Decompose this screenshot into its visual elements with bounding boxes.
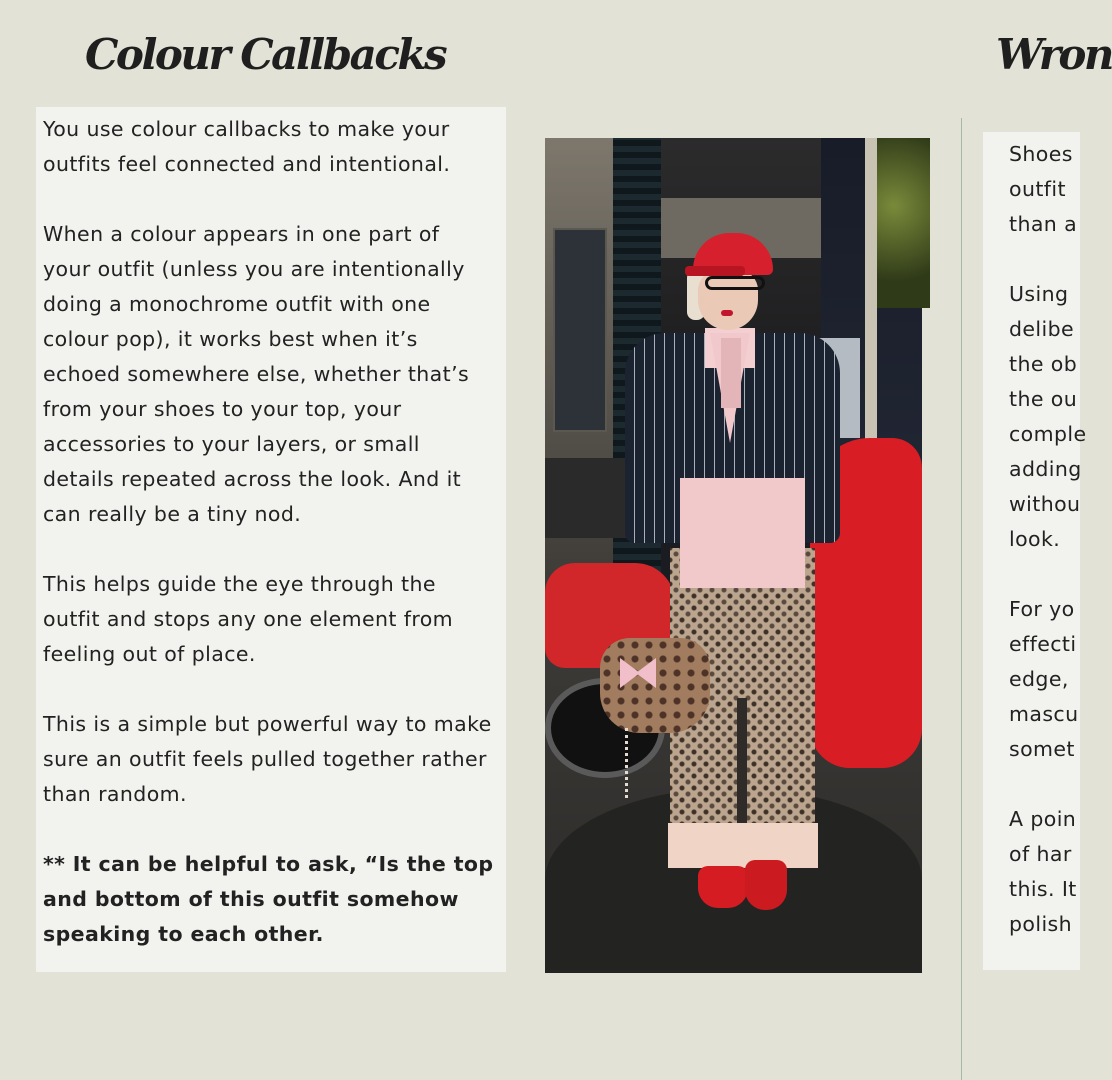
text-card [36, 107, 506, 972]
red-lips [721, 310, 733, 316]
tree [870, 138, 930, 308]
red-boot [698, 866, 748, 908]
paragraph: Shoes outfit than a [1009, 142, 1078, 236]
text-card [983, 132, 1087, 970]
paragraph: For yo effecti edge, mascu somet [1009, 597, 1079, 761]
paragraph: This is a simple but powerful way to make sure an outfit feels pulled together rather than random. [43, 712, 492, 806]
cap-brim [685, 266, 745, 276]
outfit-photo [545, 138, 922, 973]
next-page-title: Wron [996, 30, 1112, 79]
paragraph: When a colour appears in one part of your outfit (unless you are intentionally doing a monochrome outfit with one colour pop), it works best when it’s echoed somewhere else, whether that’s from your shoes to your top, your accessories to your layers, or small details repeated across the look. And it can really be a tiny nod. [43, 222, 470, 526]
paragraph: This helps guide the eye through the outfit and stops any one element from feeling out of place. [43, 572, 454, 666]
red-boot [745, 860, 787, 910]
page-title: Colour Callbacks [85, 30, 446, 79]
scooter-box [545, 458, 635, 538]
paragraph: You use colour callbacks to make your outfits feel connected and intentional. [43, 117, 451, 176]
glasses [705, 276, 765, 290]
bag-chain [625, 728, 638, 798]
tip-note: ** It can be helpful to ask, “Is the top and bottom of this outfit somehow speaking to each other. [43, 852, 494, 946]
paragraph: Using delibe the ob the ou comple adding withou look. [1009, 282, 1087, 551]
trouser-cuffs [668, 823, 818, 868]
tie [721, 338, 741, 408]
pink-shirt [680, 478, 805, 588]
paragraph: A poin of har this. It polish [1009, 807, 1077, 936]
divider [961, 118, 962, 1080]
window [553, 228, 607, 432]
